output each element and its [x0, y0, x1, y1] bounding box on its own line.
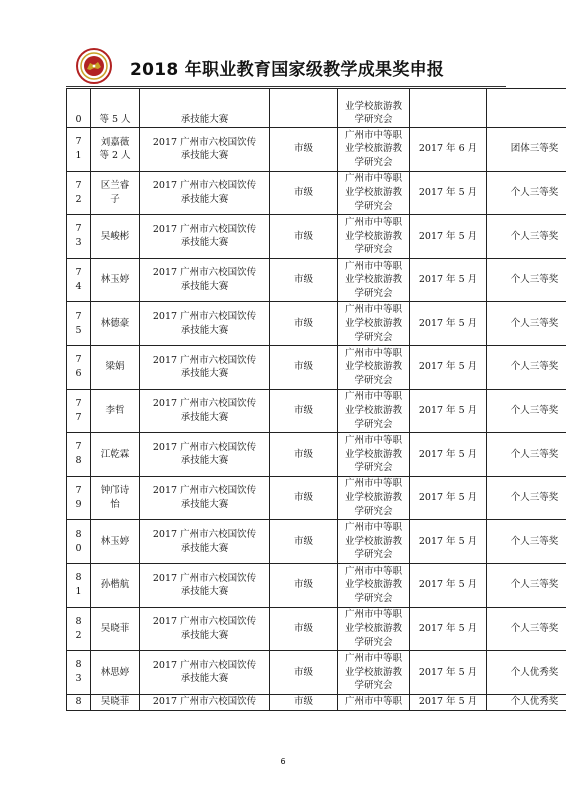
competition-line: 2017 广州市六校国饮传 [152, 659, 257, 671]
organizer-cell [338, 651, 410, 695]
organizer-cell [338, 128, 410, 172]
row-number-cell [67, 476, 91, 520]
organizer-cell [338, 302, 410, 346]
table-row [67, 345, 566, 389]
table-row [67, 520, 566, 564]
organizer-cell [338, 89, 410, 128]
row-number-line: 8 [75, 572, 82, 584]
student-name-line: 李哲 [105, 405, 125, 416]
level-cell: 市级 [270, 171, 338, 215]
row-number-cell [67, 563, 91, 607]
competition-line: 承技能大赛 [180, 150, 229, 162]
student-name-cell [91, 651, 140, 695]
row-number-cell [67, 345, 91, 389]
organizer-cell [338, 215, 410, 259]
award-date-cell: 2017 年 5 月 [410, 171, 487, 215]
organizer-line: 广州市中等职 [344, 652, 402, 664]
organizer-cell [338, 607, 410, 651]
row-number-line: 7 [75, 179, 82, 191]
organizer-line: 广州市中等职 [344, 522, 402, 534]
organizer-line: 业学校旅游教 [344, 448, 402, 460]
organizer-line: 学研究会 [354, 157, 393, 169]
student-name-line: 江乾霖 [100, 448, 130, 460]
organizer-line: 业学校旅游教 [344, 100, 402, 112]
organizer-line: 广州市中等职 [344, 260, 402, 272]
level-cell: 市级 [270, 607, 338, 651]
competition-cell [140, 433, 270, 477]
row-number-line: 8 [75, 615, 82, 627]
row-number-line: 3 [75, 237, 82, 249]
row-number-cell [67, 433, 91, 477]
row-number-line: 1 [75, 150, 82, 162]
student-name-line: 孙楷航 [100, 579, 130, 591]
organizer-line: 业学校旅游教 [344, 405, 402, 416]
student-name-cell [91, 302, 140, 346]
award-cell: 个人三等奖 [487, 215, 566, 259]
awards-table-body [67, 89, 566, 711]
student-name-cell [91, 563, 140, 607]
table-row [67, 563, 566, 607]
student-name-cell [91, 345, 140, 389]
organizer-line: 学研究会 [354, 375, 393, 387]
award-date-cell: 2017 年 5 月 [410, 433, 487, 477]
page-number: 6 [280, 757, 286, 766]
competition-line: 承技能大赛 [180, 673, 229, 685]
row-number-cell [67, 258, 91, 302]
organizer-line: 业学校旅游教 [344, 143, 402, 155]
level-cell: 市级 [270, 128, 338, 172]
competition-line: 2017 广州市六校国饮传 [152, 616, 257, 628]
organizer-line: 广州市中等职 [344, 347, 402, 359]
row-number-line: 5 [75, 324, 82, 336]
competition-line: 承技能大赛 [180, 368, 229, 380]
organizer-cell [338, 520, 410, 564]
student-name-line: 怡 [110, 499, 120, 511]
student-name-cell [91, 694, 140, 710]
award-date-cell: 2017 年 5 月 [410, 651, 487, 695]
competition-line: 2017 广州市六校国饮传 [152, 223, 257, 235]
student-name-cell [91, 520, 140, 564]
row-number-line: 8 [75, 528, 82, 540]
table-row [67, 89, 566, 128]
student-name-line: 刘嘉薇 [100, 136, 130, 148]
level-cell: 市级 [270, 215, 338, 259]
competition-line: 承技能大赛 [180, 411, 229, 423]
student-name-cell [91, 128, 140, 172]
awards-table [66, 88, 566, 711]
student-name-line: 林思婷 [100, 666, 130, 678]
row-number-line: 7 [75, 223, 82, 235]
competition-line: 2017 广州市六校国饮传 [152, 180, 257, 192]
row-number-line: 7 [75, 441, 82, 453]
competition-line: 2017 广州市六校国饮传 [152, 398, 257, 410]
level-cell: 市级 [270, 563, 338, 607]
student-name-line: 等 2 人 [99, 150, 131, 162]
row-number-line: 7 [75, 136, 82, 148]
award-date-cell: 2017 年 6 月 [410, 128, 487, 172]
award-cell: 个人优秀奖 [487, 694, 566, 710]
table-row [67, 433, 566, 477]
student-name-line: 林玉婷 [100, 535, 130, 547]
award-date-cell: 2017 年 5 月 [410, 607, 487, 651]
organizer-line: 广州市中等职 [344, 173, 402, 185]
student-name-cell [91, 215, 140, 259]
student-name-line: 林玉婷 [100, 274, 130, 286]
competition-line: 2017 广州市六校国饮传 [152, 354, 257, 366]
organizer-line: 学研究会 [354, 418, 393, 430]
student-name-line: 等 5 人 [99, 114, 131, 126]
award-date-cell: 2017 年 5 月 [410, 520, 487, 564]
row-number-line: 1 [75, 586, 82, 598]
competition-cell [140, 563, 270, 607]
row-number-line: 0 [75, 542, 82, 554]
header-divider [66, 86, 506, 87]
organizer-line: 业学校旅游教 [344, 230, 402, 242]
award-cell: 个人三等奖 [487, 171, 566, 215]
row-number-cell [67, 215, 91, 259]
competition-cell [140, 520, 270, 564]
award-date-cell: 2017 年 5 月 [410, 258, 487, 302]
organizer-line: 业学校旅游教 [344, 274, 402, 286]
organizer-line: 学研究会 [354, 244, 393, 256]
row-number-line: 2 [75, 193, 82, 205]
organizer-line: 学研究会 [354, 636, 393, 648]
competition-line: 承技能大赛 [180, 542, 229, 554]
competition-line: 承技能大赛 [180, 193, 229, 205]
row-number-cell [67, 694, 91, 710]
award-cell: 个人三等奖 [487, 563, 566, 607]
competition-cell [140, 651, 270, 695]
row-number-line: 4 [75, 281, 82, 293]
row-number-line: 7 [75, 411, 82, 423]
table-row [67, 171, 566, 215]
student-name-cell [91, 89, 140, 128]
student-name-line: 吴峻彬 [100, 230, 130, 242]
organizer-line: 学研究会 [354, 200, 393, 212]
award-date-cell: 2017 年 5 月 [410, 694, 487, 710]
organizer-line: 广州市中等职 [344, 609, 402, 621]
organizer-cell [338, 694, 410, 710]
student-name-line: 梁娟 [105, 361, 125, 373]
student-name-cell [91, 476, 140, 520]
organizer-line: 学研究会 [354, 331, 393, 343]
organizer-line: 广州市中等职 [344, 391, 402, 403]
competition-cell [140, 171, 270, 215]
organizer-cell [338, 433, 410, 477]
organizer-line: 业学校旅游教 [344, 317, 402, 329]
table-row [67, 389, 566, 433]
competition-cell [140, 258, 270, 302]
row-number-line: 7 [75, 267, 82, 279]
student-name-cell [91, 389, 140, 433]
organizer-line: 广州市中等职 [344, 216, 402, 228]
competition-cell [140, 694, 270, 710]
row-number-line: 0 [75, 114, 82, 125]
award-date-cell: 2017 年 5 月 [410, 476, 487, 520]
row-number-line: 8 [75, 695, 82, 707]
organizer-cell [338, 563, 410, 607]
row-number-cell [67, 171, 91, 215]
row-number-line: 9 [75, 499, 82, 511]
student-name-line: 吴晓菲 [100, 695, 130, 707]
student-name-line: 林德豪 [100, 317, 130, 329]
competition-cell [140, 89, 270, 128]
competition-line: 承技能大赛 [180, 324, 229, 336]
table-row [67, 607, 566, 651]
student-name-line: 子 [110, 193, 120, 205]
organizer-line: 学研究会 [354, 114, 393, 126]
row-number-cell [67, 520, 91, 564]
row-number-cell [67, 389, 91, 433]
table-row [67, 302, 566, 346]
competition-line: 承技能大赛 [180, 114, 229, 126]
student-name-cell [91, 433, 140, 477]
table-row [67, 476, 566, 520]
competition-cell [140, 607, 270, 651]
level-cell: 市级 [270, 258, 338, 302]
organizer-line: 广州市中等职 [344, 695, 402, 707]
competition-line: 2017 广州市六校国饮传 [152, 528, 257, 540]
table-row [67, 128, 566, 172]
organizer-line: 广州市中等职 [344, 478, 402, 490]
page-title: 2018 年职业教育国家级教学成果奖申报 [130, 60, 445, 80]
award-date-cell: 2017 年 5 月 [410, 215, 487, 259]
competition-line: 承技能大赛 [180, 455, 229, 467]
award-date-cell [410, 89, 487, 128]
student-name-line: 吴晓菲 [100, 622, 130, 634]
level-cell: 市级 [270, 389, 338, 433]
competition-cell [140, 345, 270, 389]
award-cell: 个人优秀奖 [487, 651, 566, 695]
competition-line: 2017 广州市六校国饮传 [152, 136, 257, 148]
organizer-line: 学研究会 [354, 505, 393, 517]
row-number-line: 3 [75, 673, 82, 685]
school-emblem-icon [76, 48, 112, 84]
organizer-line: 学研究会 [354, 462, 393, 474]
award-cell: 个人三等奖 [487, 607, 566, 651]
award-cell: 个人三等奖 [487, 520, 566, 564]
page-header [66, 46, 506, 86]
competition-line: 2017 广州市六校国饮传 [152, 267, 257, 279]
row-number-line: 8 [75, 455, 82, 467]
organizer-line: 业学校旅游教 [344, 492, 402, 504]
organizer-line: 广州市中等职 [344, 565, 402, 577]
organizer-line: 业学校旅游教 [344, 579, 402, 591]
organizer-line: 业学校旅游教 [344, 535, 402, 547]
award-cell [487, 89, 566, 128]
organizer-cell [338, 258, 410, 302]
row-number-line: 7 [75, 397, 82, 409]
organizer-line: 学研究会 [354, 287, 393, 299]
organizer-line: 学研究会 [354, 593, 393, 605]
table-row [67, 258, 566, 302]
competition-cell [140, 215, 270, 259]
award-cell: 团体三等奖 [487, 128, 566, 172]
organizer-cell [338, 389, 410, 433]
organizer-cell [338, 171, 410, 215]
competition-line: 2017 广州市六校国饮传 [152, 572, 257, 584]
level-cell [270, 89, 338, 128]
row-number-cell [67, 302, 91, 346]
level-cell: 市级 [270, 651, 338, 695]
row-number-cell [67, 607, 91, 651]
organizer-line: 广州市中等职 [344, 434, 402, 446]
organizer-line: 广州市中等职 [344, 129, 402, 141]
competition-line: 承技能大赛 [180, 629, 229, 641]
row-number-cell [67, 89, 91, 128]
table-row [67, 694, 566, 710]
organizer-line: 业学校旅游教 [344, 361, 402, 373]
level-cell: 市级 [270, 476, 338, 520]
row-number-cell [67, 651, 91, 695]
competition-line: 承技能大赛 [180, 281, 229, 293]
competition-cell [140, 389, 270, 433]
organizer-line: 业学校旅游教 [344, 666, 402, 678]
student-name-line: 钟邝诗 [100, 485, 130, 497]
competition-line: 2017 广州市六校国饮传 [152, 485, 257, 497]
competition-cell [140, 302, 270, 346]
award-date-cell: 2017 年 5 月 [410, 389, 487, 433]
award-cell: 个人三等奖 [487, 302, 566, 346]
row-number-line: 7 [75, 485, 82, 497]
level-cell: 市级 [270, 302, 338, 346]
organizer-cell [338, 476, 410, 520]
award-cell: 个人三等奖 [487, 476, 566, 520]
competition-line: 2017 广州市六校国饮传 [152, 310, 257, 322]
row-number-line: 7 [75, 310, 82, 322]
student-name-cell [91, 607, 140, 651]
organizer-line: 学研究会 [354, 549, 393, 561]
student-name-cell [91, 171, 140, 215]
level-cell: 市级 [270, 520, 338, 564]
organizer-line: 广州市中等职 [344, 304, 402, 316]
competition-line: 2017 广州市六校国饮传 [152, 695, 257, 707]
award-cell: 个人三等奖 [487, 258, 566, 302]
level-cell: 市级 [270, 433, 338, 477]
student-name-cell [91, 258, 140, 302]
award-date-cell: 2017 年 5 月 [410, 345, 487, 389]
row-number-line: 7 [75, 354, 82, 366]
organizer-line: 业学校旅游教 [344, 187, 402, 199]
competition-line: 承技能大赛 [180, 499, 229, 511]
row-number-cell [67, 128, 91, 172]
award-cell: 个人三等奖 [487, 345, 566, 389]
row-number-line: 8 [75, 659, 82, 671]
table-row [67, 651, 566, 695]
competition-line: 承技能大赛 [180, 586, 229, 598]
competition-cell [140, 128, 270, 172]
award-date-cell: 2017 年 5 月 [410, 563, 487, 607]
row-number-line: 2 [75, 629, 82, 641]
award-date-cell: 2017 年 5 月 [410, 302, 487, 346]
organizer-line: 业学校旅游教 [344, 622, 402, 634]
organizer-line: 学研究会 [354, 680, 393, 692]
student-name-line: 区兰睿 [100, 180, 130, 192]
level-cell: 市级 [270, 694, 338, 710]
row-number-line: 6 [75, 368, 82, 380]
competition-line: 承技能大赛 [180, 237, 229, 249]
award-cell: 个人三等奖 [487, 433, 566, 477]
organizer-cell [338, 345, 410, 389]
competition-line: 2017 广州市六校国饮传 [152, 441, 257, 453]
award-cell: 个人三等奖 [487, 389, 566, 433]
level-cell: 市级 [270, 345, 338, 389]
competition-cell [140, 476, 270, 520]
table-row [67, 215, 566, 259]
